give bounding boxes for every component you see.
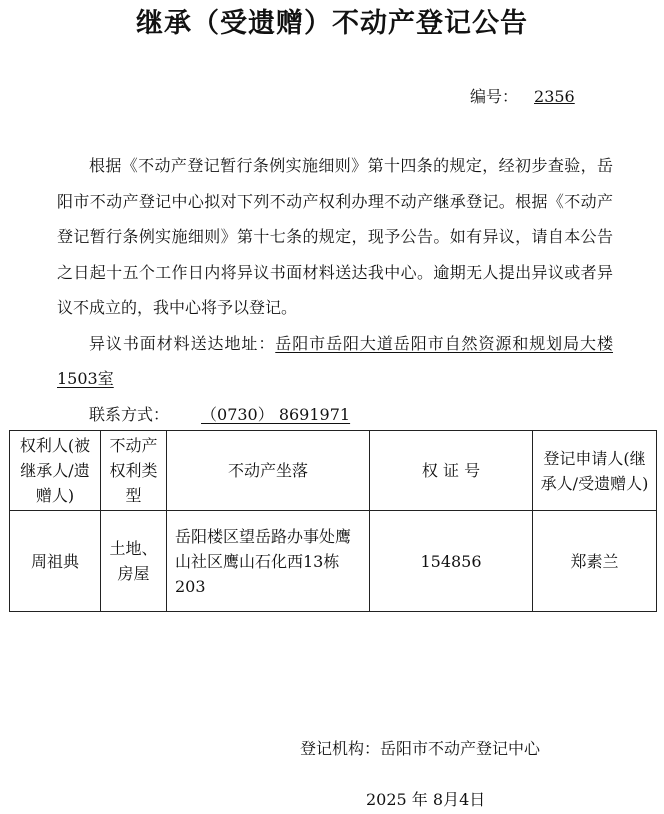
objection-address [57, 326, 613, 397]
property-table [9, 430, 657, 612]
table-header-row [10, 431, 657, 511]
serial-value: 2356 [534, 87, 575, 106]
cell-holder: 周祖典 [10, 511, 101, 612]
header-applicant: 登记申请人(继承人/受遗赠人) [533, 431, 657, 511]
cell-applicant: 郑素兰 [533, 511, 657, 612]
serial-label: 编号： [470, 87, 519, 106]
header-location: 不动产坐落 [167, 431, 370, 511]
serial-number [470, 86, 575, 108]
contact-label: 联系方式： [89, 404, 170, 424]
header-cert-no: 权 证 号 [370, 431, 533, 511]
cell-cert-no: 154856 [370, 511, 533, 612]
contact-value: （0730） 8691971 [201, 404, 351, 424]
table-row [10, 511, 657, 612]
header-holder: 权利人(被继承人/遗赠人) [10, 431, 101, 511]
header-right-type: 不动产权利类型 [101, 431, 167, 511]
document-title: 继承（受遗赠）不动产登记公告 [136, 8, 528, 39]
address-value: 岳阳市岳阳大道岳阳市自然资源和规划局大楼1503室 [57, 333, 613, 388]
announcement-paragraph: 根据《不动产登记暂行条例实施细则》第十四条的规定，经初步查验，岳阳市不动产登记中心拟对下列不动产权利办理不动产继承登记。根据《不动产登记暂行条例实施细则》第十七条的规定，现予公告。如有异议，请自本公告之日起十五个工作日内将异议书面材料送达我中心。逾期无人提出异议或者异议不成立的，我中心将予以登记。 [57, 156, 613, 317]
address-label: 异议书面材料送达地址： [89, 333, 276, 353]
cell-location: 岳阳楼区望岳路办事处鹰山社区鹰山石化西13栋203 [167, 511, 370, 612]
contact-info [57, 397, 613, 433]
cell-right-type: 土地、房屋 [101, 511, 167, 612]
announcement-body [57, 148, 613, 432]
registration-authority: 登记机构：岳阳市不动产登记中心 [300, 739, 541, 758]
announcement-date: 2025 年 8月4日 [366, 790, 486, 809]
